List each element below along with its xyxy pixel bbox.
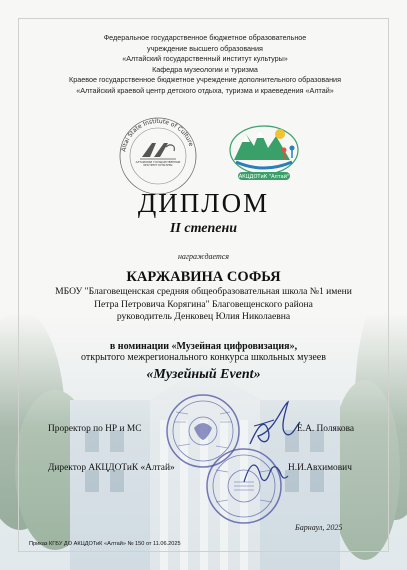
diploma-title: ДИПЛОМ [137,188,270,218]
order-reference: Приказ КГБУ ДО АКЦДОТиК «Алтай» № 150 от 11.06.2025 [29,541,181,547]
nomination-name: «Музейная цифровизация» [171,341,295,352]
header-line: учреждение высшего образования [147,43,263,53]
nomination-suffix: , [294,341,298,352]
header-line: Федеральное государственное бюджетное образовательное [103,33,307,42]
city-year: Барнаул, 2025 [295,523,343,532]
header-line: Кафедра музеологии и туризма [152,64,258,74]
nomination-block [30,341,377,363]
logo-ring-text: Altai State Institute of Culture [120,117,195,153]
first-signer-position: Проректор по НР и МС [48,424,142,434]
header-line: «Алтайский государственный институт культуры» [122,54,288,64]
first-signer-name: Е.А. Полякова [297,424,355,434]
logo-center-text: АЛТАЙСКИЙ ГОСУДАРСТВЕННЫЙ ИНСТИТУТ КУЛЬТУРЫ [135,161,181,167]
header-line: «Алтайский краевой центр детского отдыха, туризма и краеведения «Алтай» [76,85,334,95]
awarded-label: награждается [177,252,230,261]
school-block [40,286,367,324]
logo-caption: АКЦДОТиК "Алтай" [238,174,290,181]
recipient-name: КАРЖАВИНА СОФЬЯ [126,269,281,285]
school-line: руководитель Денковец Юлия Николаевна [116,311,291,323]
event-name: «Музейный Event» [146,367,261,382]
header-line: Краевое государственное бюджетное учреждение дополнительного образования [69,75,341,85]
header-block [40,33,370,97]
second-signature [240,452,290,492]
second-signer-position: Директор АКЦДОТиК «Алтай» [48,463,175,473]
nomination-prefix: в номинации [109,341,172,352]
institute-culture-logo [117,115,199,197]
second-signer-name: Н.И.Авхимович [288,463,352,473]
first-signature [244,396,304,452]
akcdotik-altai-logo [224,120,304,182]
school-line: Петра Петровича Корягина" Благовещенского района [94,298,313,310]
contest-name: открытого межрегионального конкурса школьных музеев [81,352,326,363]
school-line: МБОУ "Благовещенская средняя общеобразовательная школа №1 имени [55,286,352,297]
diploma-degree: II степени [169,221,238,236]
